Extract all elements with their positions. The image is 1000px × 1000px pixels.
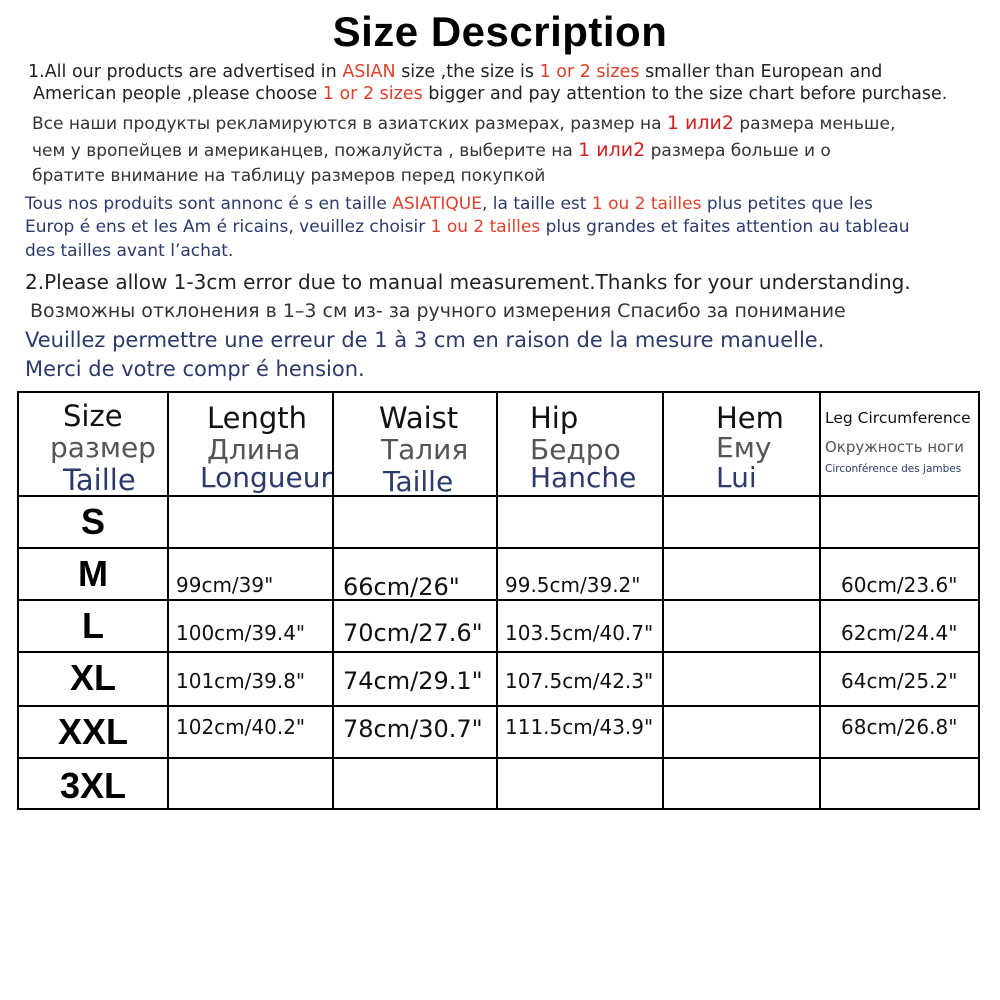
header-hip-en: Hip — [530, 401, 579, 435]
header-hip-fr: Hanche — [530, 461, 637, 494]
header-hem-ru: Ему — [716, 431, 772, 464]
length-value: 101cm/39.8" — [176, 669, 306, 693]
leg-value: 68cm/26.8" — [841, 715, 958, 739]
header-leg-en: Leg Circumference — [825, 409, 971, 427]
header-length-fr: Longueur — [200, 461, 332, 494]
table-row-divider — [19, 705, 978, 707]
size-label: S — [80, 501, 105, 542]
note1-fr-line1: Tous nos produits sont annonc é s en taille ASIATIQUE, la taille est 1 ou 2 tailles plus petites que les — [25, 194, 873, 214]
header-waist-ru: Талия — [381, 433, 469, 466]
waist-value: 74cm/29.1" — [343, 667, 483, 695]
hip-value: 99.5cm/39.2" — [505, 573, 641, 597]
note1-en-line1: 1.All our products are advertised in ASIAN size ,the size is 1 or 2 sizes smaller than European and — [28, 62, 883, 82]
header-length-ru: Длина — [207, 433, 301, 466]
table-row-divider — [19, 547, 978, 549]
header-waist-fr: Taille — [383, 465, 454, 498]
size-label: XXL — [57, 711, 128, 752]
leg-value: 62cm/24.4" — [841, 621, 958, 645]
table-row-divider — [19, 651, 978, 653]
length-value: 99cm/39" — [176, 573, 274, 597]
header-waist-en: Waist — [379, 401, 459, 435]
note1-en-line2: American people ,please choose 1 or 2 sizes bigger and pay attention to the size chart before purchase. — [33, 84, 948, 104]
waist-value: 66cm/26" — [343, 573, 460, 601]
waist-value: 70cm/27.6" — [343, 619, 483, 647]
header-size-ru: размер — [50, 431, 156, 464]
header-size-fr: Taille — [63, 463, 136, 497]
table-row-divider — [19, 757, 978, 759]
leg-value: 64cm/25.2" — [841, 669, 958, 693]
size-table — [17, 391, 980, 810]
leg-value: 60cm/23.6" — [841, 573, 958, 597]
table-row-divider — [19, 495, 978, 497]
header-size-en: Size — [63, 399, 123, 433]
table-row-divider — [19, 599, 978, 601]
size-label: XL — [69, 657, 116, 698]
page-title: Size Description — [332, 8, 668, 55]
length-value: 102cm/40.2" — [176, 715, 306, 739]
size-label: L — [82, 605, 104, 646]
note1-fr-line2: Europ é ens et les Am é ricains, veuillez choisir 1 ou 2 tailles plus grandes et faites attention au tableau — [25, 217, 910, 237]
note1-ru-line3: братите внимание на таблицу размеров перед покупкой — [32, 166, 546, 186]
hip-value: 107.5cm/42.3" — [505, 669, 654, 693]
note1-ru-line2: чем у вропейцев и американцев, пожалуйста , выберите на 1 или2 размера больше и о — [32, 139, 831, 161]
note2-fr-line1: Veuillez permettre une erreur de 1 à 3 cm en raison de la mesure manuelle. — [25, 328, 825, 352]
size-label: 3XL — [59, 765, 127, 806]
hip-value: 111.5cm/43.9" — [505, 715, 654, 739]
note2-en: 2.Please allow 1-3cm error due to manual measurement.Thanks for your understanding. — [25, 270, 911, 294]
length-value: 100cm/39.4" — [176, 621, 306, 645]
waist-value: 78cm/30.7" — [343, 715, 483, 743]
note1-ru-line1: Все наши продукты рекламируются в азиатских размерах, размер на 1 или2 размера меньше, — [32, 112, 896, 134]
header-leg-ru: Окружность ноги — [825, 438, 964, 456]
size-label: M — [78, 553, 108, 594]
note2-fr-line2: Merci de votre compr é hension. — [25, 357, 365, 381]
header-hem-en: Hem — [716, 401, 784, 435]
header-hem-fr: Lui — [716, 461, 757, 494]
header-length-en: Length — [207, 401, 308, 435]
note2-ru: Возможны отклонения в 1–3 см из- за ручного измерения Спасибо за понимание — [30, 300, 846, 322]
header-leg-fr: Circonférence des jambes — [825, 463, 962, 475]
header-hip-ru: Бедро — [530, 433, 621, 466]
hip-value: 103.5cm/40.7" — [505, 621, 654, 645]
note1-fr-line3: des tailles avant l’achat. — [25, 241, 234, 261]
